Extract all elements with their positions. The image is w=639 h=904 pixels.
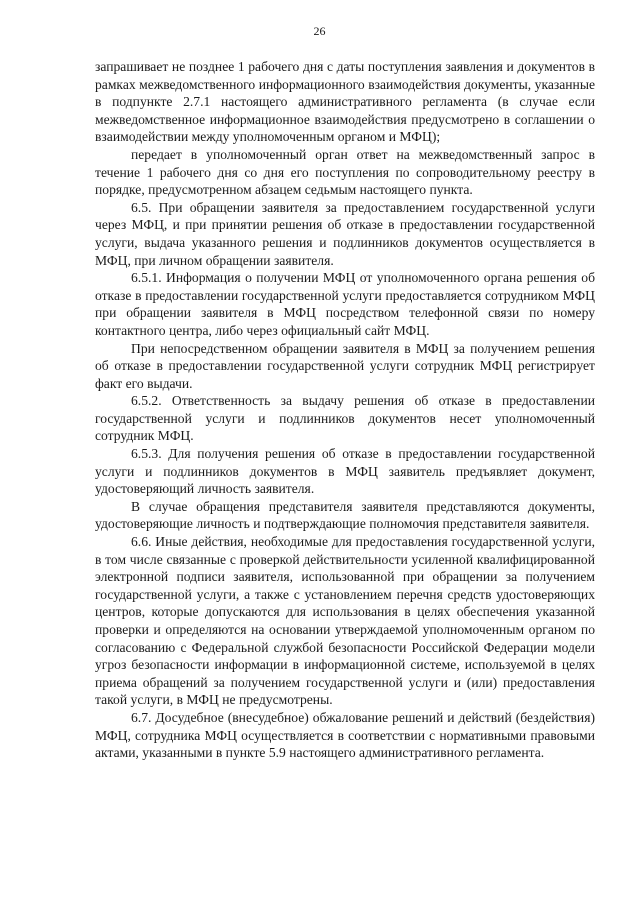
paragraph: 6.5.3. Для получения решения об отказе в предоставлении государственной услуги и подлинников документов в МФЦ заявитель предъявляет документ, удостоверяющий личность заявителя. xyxy=(95,446,595,497)
paragraph: В случае обращения представителя заявителя представляются документы, удостоверяющие личность и подтверждающие полномочия представителя заявителя. xyxy=(95,498,595,532)
paragraph: 6.5. При обращении заявителя за предоставлением государственной услуги через МФЦ, и при принятии решения об отказе в предоставлении государственной услуги, выдача указанного решения и подлинников документов осуществляется в МФЦ, при личном обращении заявителя. xyxy=(95,199,595,268)
paragraph: 6.5.2. Ответственность за выдачу решения об отказе в предоставлении государственной услуги и подлинников документов несет уполномоченный сотрудник МФЦ. xyxy=(95,393,595,444)
paragraph: 6.6. Иные действия, необходимые для предоставления государственной услуги, в том числе связанные с проверкой действительности усиленной квалифицированной электронной подписи заявителя, использованной при обращении за получением государственной услуги, а также с установлением перечня средств удостоверяющих центров, которые допускаются для использования в целях обеспечения указанной проверки и определяются на основании утверждаемой уполномоченным органом по согласованию с Федеральной службой безопасности Российской Федерации модели угроз безопасности информации в информационной системе, используемой в целях приема обращений за получением государственной услуги и (или) предоставления такой услуги, в МФЦ не предусмотрены. xyxy=(95,534,595,708)
paragraph: При непосредственном обращении заявителя в МФЦ за получением решения об отказе в предоставлении государственной услуги сотрудник МФЦ регистрирует факт его выдачи. xyxy=(95,340,595,391)
paragraph: запрашивает не позднее 1 рабочего дня с даты поступления заявления и документов в рамках межведомственного информационного взаимодействия документы, указанные в подпункте 2.7.1 настоящего административного регламента (в случае если межведомственное информационное взаимодействия предусмотрено в соглашении о взаимодействии между уполномоченным органом и МФЦ); xyxy=(95,59,595,145)
paragraph: передает в уполномоченный орган ответ на межведомственный запрос в течение 1 рабочего дня со дня его поступления по сопроводительному реестру в порядке, предусмотренном абзацем седьмым настоящего пункта. xyxy=(95,146,595,198)
paragraph: 6.5.1. Информация о получении МФЦ от уполномоченного органа решения об отказе в предоставлении государственной услуги предоставляется сотрудником МФЦ при обращении заявителя в МФЦ посредством телефонной связи по номеру контактного центра, либо через официальный сайт МФЦ. xyxy=(95,270,595,338)
document-body xyxy=(95,58,595,762)
paragraph: 6.7. Досудебное (внесудебное) обжалование решений и действий (бездействия) МФЦ, сотрудника МФЦ осуществляется в соответствии с нормативными правовыми актами, указанными в пункте 5.9 настоящего административного регламента. xyxy=(95,709,595,761)
page-number: 26 xyxy=(313,24,326,38)
